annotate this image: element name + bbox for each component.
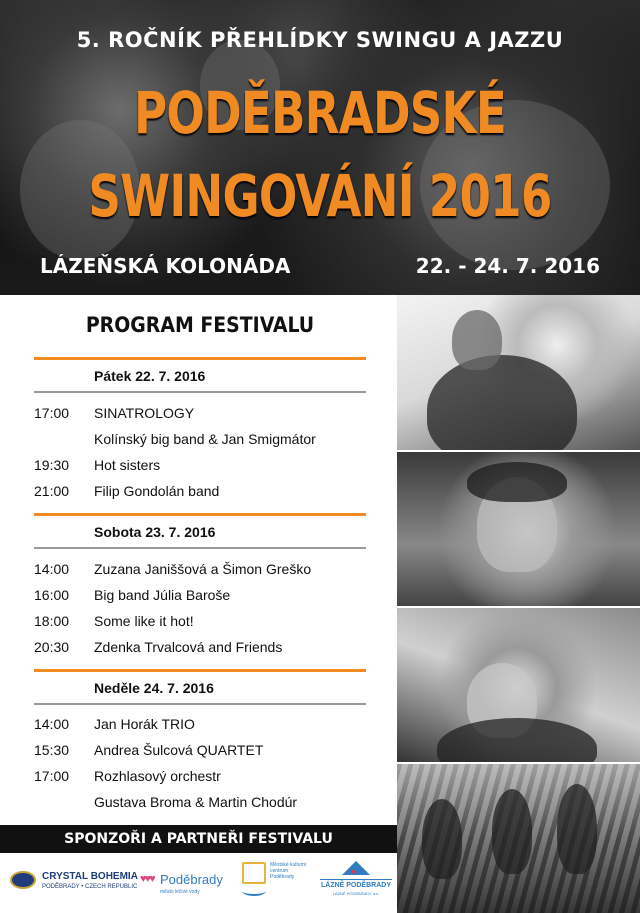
program-time: 20:30 (34, 639, 70, 655)
program-act: Filip Gondolán band (94, 483, 220, 499)
artist-figure (437, 718, 597, 762)
festival-title-line1: PODĚBRADSKÉ (134, 79, 506, 147)
artist-photo-3 (397, 608, 640, 762)
divider (34, 391, 366, 393)
program-act: Zuzana Janiššová a Šimon Greško (94, 561, 312, 577)
festival-title-line2: SWINGOVÁNÍ 2016 (88, 162, 552, 230)
artist-head (452, 310, 502, 370)
program-time: 16:00 (34, 587, 70, 603)
sponsor-logos (0, 853, 397, 913)
program-act: Jan Horák TRIO (94, 716, 195, 732)
festival-dates: 22. - 24. 7. 2016 (415, 254, 600, 278)
program-act: Gustava Broma & Martin Chodúr (94, 794, 298, 810)
festival-edition: 5. ROČNÍK PŘEHLÍDKY SWINGU A JAZZU (76, 28, 564, 52)
sponsors-bar (0, 825, 397, 853)
singer-figure (492, 789, 532, 874)
program-panel (0, 295, 396, 825)
day-divider (34, 357, 366, 360)
singer-figure (557, 784, 597, 874)
day-heading-saturday: Sobota 23. 7. 2016 (94, 524, 216, 540)
program-time: 15:30 (34, 742, 70, 758)
header-banner (0, 0, 640, 295)
crystal-seal-icon (10, 871, 36, 889)
logo-sub: PODĚBRADY • CZECH REPUBLIC (42, 884, 138, 890)
day-heading-friday: Pátek 22. 7. 2016 (94, 368, 206, 384)
sponsors-title: SPONZOŘI A PARTNEŘI FESTIVALU (64, 831, 333, 847)
program-act: SINATROLOGY (94, 405, 195, 421)
artist-photo-2 (397, 452, 640, 606)
program-act: Andrea Šulcová QUARTET (94, 742, 264, 758)
day-divider (34, 513, 366, 516)
logo-sub: Městské kulturní centrum Poděbrady (270, 862, 307, 880)
heart-icon: ♥ (351, 867, 357, 877)
program-time: 14:00 (34, 561, 70, 577)
logo-name: Poděbrady (160, 872, 223, 887)
program-time: 21:00 (34, 483, 70, 499)
program-time: 18:00 (34, 613, 70, 629)
program-act: Hot sisters (94, 457, 161, 473)
program-time: 14:00 (34, 716, 70, 732)
program-act: Zdenka Trvalcová and Friends (94, 639, 283, 655)
program-time: 17:00 (34, 768, 70, 784)
program-act: Some like it hot! (94, 613, 194, 629)
program-act: Kolínský big band & Jan Smigmátor (94, 431, 316, 447)
square-mark-icon (242, 862, 266, 884)
crystal-bohemia-logo (10, 863, 138, 901)
program-title: PROGRAM FESTIVALU (85, 313, 315, 337)
wave-icon (242, 886, 266, 896)
divider (34, 703, 366, 705)
artist-figure (427, 355, 577, 450)
day-heading-sunday: Neděle 24. 7. 2016 (94, 680, 214, 696)
logo-sub: město léčivé vody (160, 889, 200, 895)
singer-figure (422, 799, 462, 879)
program-time: 17:00 (34, 405, 70, 421)
logo-sub: LÁZNĚ PODĚBRADY a.s. (332, 891, 380, 896)
artist-hair (467, 462, 567, 502)
hearts-icon: ♥♥♥ (140, 873, 154, 885)
program-act: Big band Júlia Baroše (94, 587, 231, 603)
artist-photo-1 (397, 295, 640, 450)
program-act: Rozhlasový orchestr (94, 768, 221, 784)
logo-name: CRYSTAL BOHEMIA (42, 871, 138, 882)
day-divider (34, 669, 366, 672)
divider (34, 547, 366, 549)
logo-name: LÁZNĚ PODĚBRADY (320, 879, 392, 889)
program-time: 19:30 (34, 457, 70, 473)
venue: LÁZEŇSKÁ KOLONÁDA (40, 254, 291, 278)
lazne-podebrady-logo (320, 859, 392, 903)
artist-photo-4 (397, 764, 640, 913)
cultural-centre-logo (240, 859, 310, 903)
podebrady-logo (140, 863, 230, 901)
